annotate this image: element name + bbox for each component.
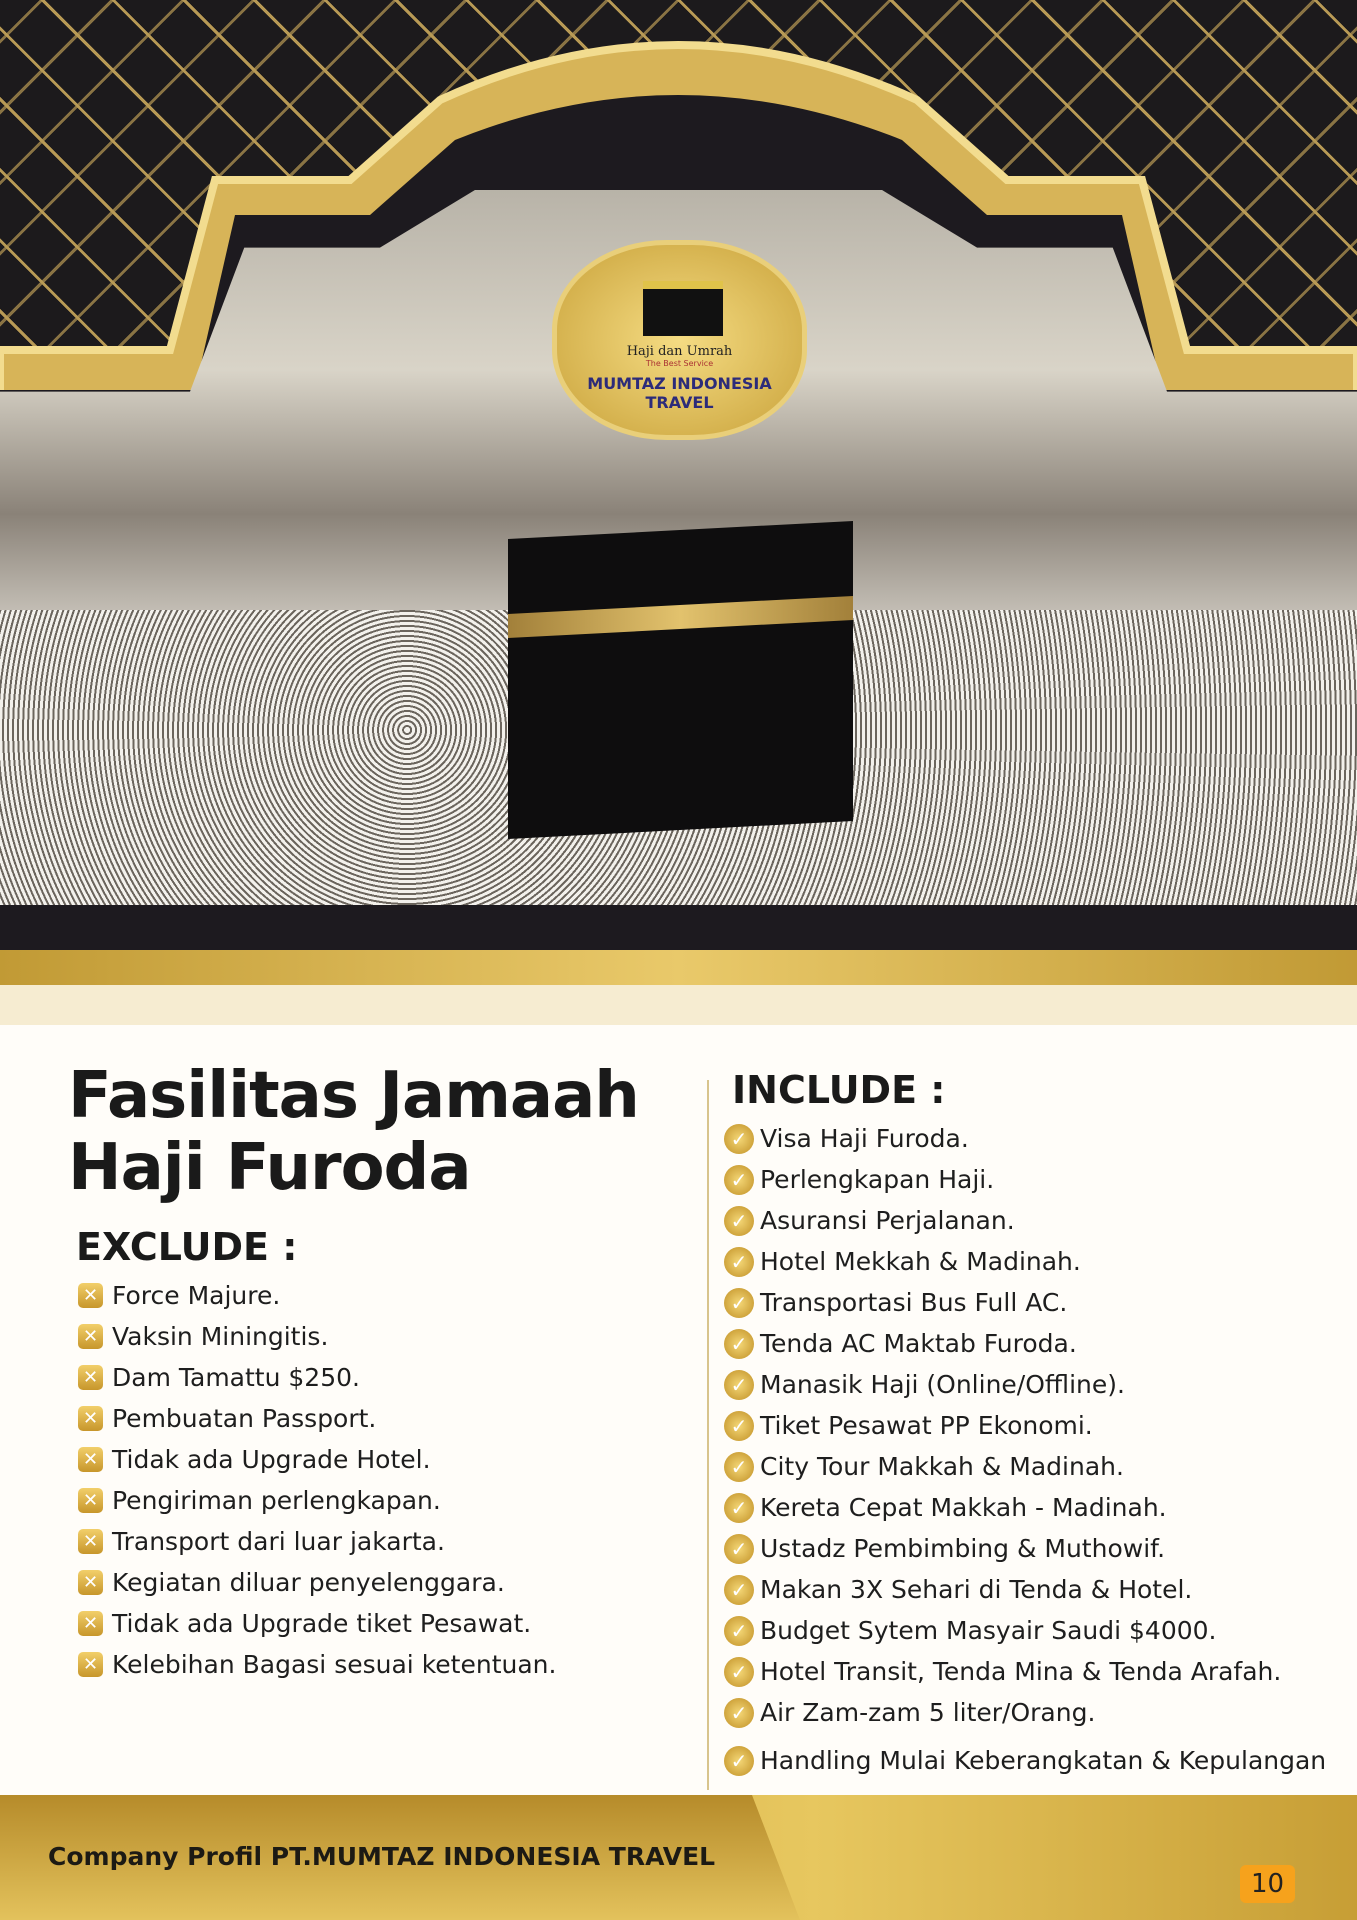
list-item-label: Ustadz Pembimbing & Muthowif.	[760, 1534, 1166, 1563]
list-item	[78, 1357, 556, 1398]
x-box-icon: ✕	[78, 1324, 103, 1349]
check-circle-icon: ✓	[724, 1165, 754, 1195]
logo-subtagline: The Best Service	[645, 359, 714, 368]
footer-text: Company Profil PT.MUMTAZ INDONESIA TRAVEL	[48, 1842, 716, 1871]
check-circle-icon: ✓	[724, 1329, 754, 1359]
check-circle-icon: ✓	[724, 1616, 754, 1646]
company-logo	[552, 240, 807, 440]
check-circle-icon: ✓	[724, 1411, 754, 1441]
list-item-label: Asuransi Perjalanan.	[760, 1206, 1015, 1235]
list-item	[724, 1241, 1326, 1282]
list-item-label: Tidak ada Upgrade Hotel.	[112, 1445, 431, 1474]
check-circle-icon: ✓	[724, 1452, 754, 1482]
list-item-label: Kereta Cepat Makkah - Madinah.	[760, 1493, 1167, 1522]
list-item-label: Tidak ada Upgrade tiket Pesawat.	[112, 1609, 532, 1638]
dark-band	[0, 905, 1357, 950]
list-item	[724, 1569, 1326, 1610]
check-circle-icon: ✓	[724, 1206, 754, 1236]
list-item-label: Vaksin Miningitis.	[112, 1322, 329, 1351]
list-item-label: City Tour Makkah & Madinah.	[760, 1452, 1124, 1481]
list-item-label: Makan 3X Sehari di Tenda & Hotel.	[760, 1575, 1193, 1604]
list-item	[78, 1316, 556, 1357]
check-circle-icon: ✓	[724, 1534, 754, 1564]
list-item-label: Hotel Transit, Tenda Mina & Tenda Arafah.	[760, 1657, 1282, 1686]
x-box-icon: ✕	[78, 1488, 103, 1513]
list-item	[724, 1118, 1326, 1159]
page-number: 10	[1240, 1865, 1295, 1903]
check-circle-icon: ✓	[724, 1698, 754, 1728]
check-circle-icon: ✓	[724, 1575, 754, 1605]
list-item	[78, 1480, 556, 1521]
list-item-label: Pembuatan Passport.	[112, 1404, 377, 1433]
list-item-label: Kegiatan diluar penyelenggara.	[112, 1568, 505, 1597]
check-circle-icon: ✓	[724, 1746, 754, 1776]
exclude-heading: EXCLUDE :	[76, 1225, 298, 1269]
list-item	[724, 1446, 1326, 1487]
list-item-label: Pengiriman perlengkapan.	[112, 1486, 441, 1515]
cream-band	[0, 985, 1357, 1025]
list-item	[724, 1610, 1326, 1651]
list-item-label: Handling Mulai Keberangkatan & Kepulangan	[760, 1746, 1327, 1775]
list-item	[78, 1521, 556, 1562]
list-item-label: Perlengkapan Haji.	[760, 1165, 995, 1194]
list-item	[724, 1487, 1326, 1528]
kaaba-logo-icon	[643, 281, 723, 336]
list-item-label: Budget Sytem Masyair Saudi $4000.	[760, 1616, 1217, 1645]
list-item-label: Manasik Haji (Online/Offline).	[760, 1370, 1125, 1399]
list-item	[724, 1733, 1326, 1789]
list-item	[724, 1528, 1326, 1569]
x-box-icon: ✕	[78, 1652, 103, 1677]
x-box-icon: ✕	[78, 1611, 103, 1636]
list-item-label: Dam Tamattu $250.	[112, 1363, 360, 1392]
kaaba	[508, 521, 853, 839]
x-box-icon: ✕	[78, 1529, 103, 1554]
list-item	[724, 1692, 1326, 1733]
exclude-list	[78, 1275, 556, 1685]
include-heading: INCLUDE :	[732, 1068, 946, 1112]
list-item	[724, 1200, 1326, 1241]
list-item	[724, 1651, 1326, 1692]
logo-tagline: Haji dan Umrah	[626, 344, 733, 359]
list-item-label: Tenda AC Maktab Furoda.	[760, 1329, 1077, 1358]
check-circle-icon: ✓	[724, 1657, 754, 1687]
check-circle-icon: ✓	[724, 1370, 754, 1400]
list-item-label: Hotel Mekkah & Madinah.	[760, 1247, 1081, 1276]
list-item-label: Transportasi Bus Full AC.	[760, 1288, 1068, 1317]
list-item	[78, 1562, 556, 1603]
list-item	[78, 1398, 556, 1439]
list-item	[78, 1439, 556, 1480]
list-item-label: Visa Haji Furoda.	[760, 1124, 969, 1153]
column-divider	[707, 1080, 709, 1790]
x-box-icon: ✕	[78, 1283, 103, 1308]
list-item-label: Air Zam-zam 5 liter/Orang.	[760, 1698, 1096, 1727]
list-item	[78, 1603, 556, 1644]
x-box-icon: ✕	[78, 1406, 103, 1431]
x-box-icon: ✕	[78, 1570, 103, 1595]
check-circle-icon: ✓	[724, 1493, 754, 1523]
list-item	[724, 1323, 1326, 1364]
list-item-label: Tiket Pesawat PP Ekonomi.	[760, 1411, 1093, 1440]
list-item-label: Transport dari luar jakarta.	[112, 1527, 445, 1556]
list-item	[78, 1644, 556, 1685]
list-item	[724, 1364, 1326, 1405]
page-title: Fasilitas Jamaah Haji Furoda	[68, 1059, 639, 1205]
gold-band	[0, 950, 1357, 985]
list-item	[724, 1282, 1326, 1323]
list-item-label: Kelebihan Bagasi sesuai ketentuan.	[112, 1650, 557, 1679]
list-item-label: Force Majure.	[112, 1281, 281, 1310]
logo-name: MUMTAZ INDONESIA TRAVEL	[587, 374, 772, 412]
x-box-icon: ✕	[78, 1365, 103, 1390]
list-item	[78, 1275, 556, 1316]
check-circle-icon: ✓	[724, 1124, 754, 1154]
x-box-icon: ✕	[78, 1447, 103, 1472]
include-list	[724, 1118, 1326, 1789]
list-item	[724, 1405, 1326, 1446]
list-item	[724, 1159, 1326, 1200]
check-circle-icon: ✓	[724, 1288, 754, 1318]
check-circle-icon: ✓	[724, 1247, 754, 1277]
